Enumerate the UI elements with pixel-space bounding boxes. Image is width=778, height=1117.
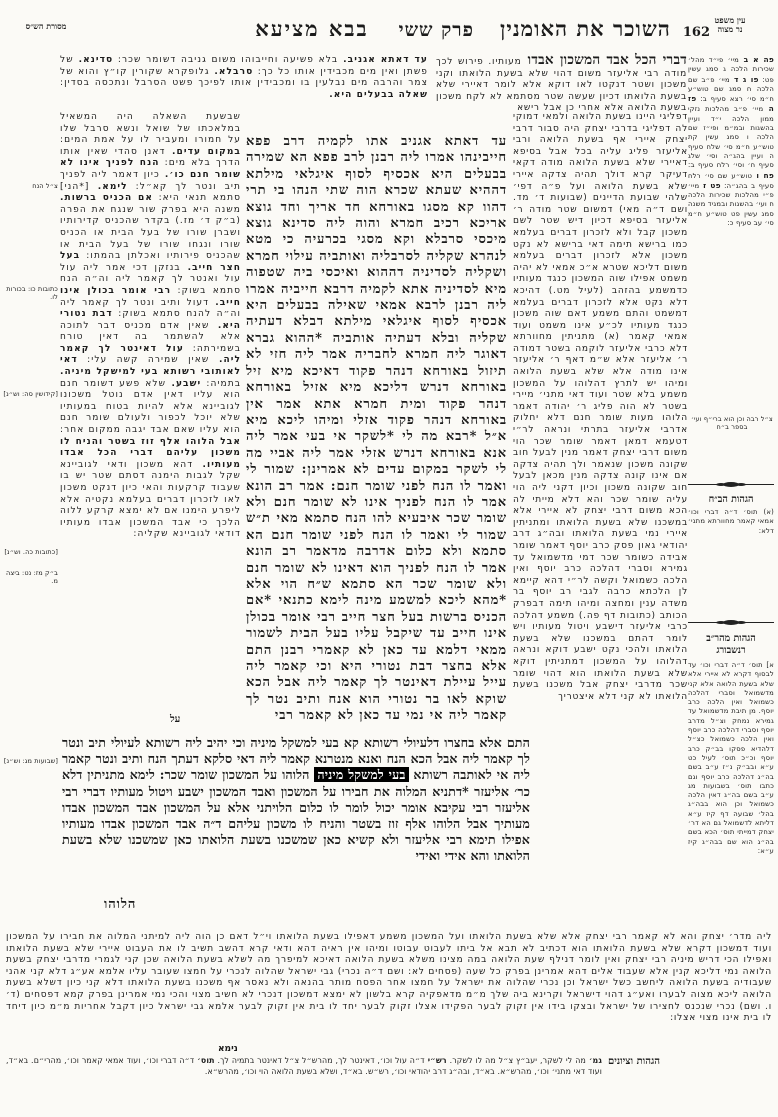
left-margin-note-1: צ״ל הנח [32, 182, 58, 190]
left-margin-note-4: [כתובות כה. וש״נ] [4, 548, 58, 556]
bach-glosses-text: (א) תוס׳ ד״ה דברי וכו׳ אמאי קאמר מחוורתא מתני׳ דלא: [688, 508, 774, 535]
tosafot-catchword: נימא [218, 1044, 238, 1054]
rensburg-glosses-text: א] תוס׳ ד״ה דברי וכו׳ עד לבסוף דקרא לא איירי אלא שלא בשעת הלואה אלא קני מדשמואל וסברי דהלכה כשמואל ואין הלכה כרב יוסף. מן תיבת מדשמואל עד גמירא נמחק וצ״ל מדרב יוסף וסברי דהלכה כרב יוסף ואין הלכה כשמואל כצ״ל דלהדיא פסקו בב״ק כרב יוסף וכ״כ תוס׳ לעיל כט ע״א ובב״ק נ״ז ע״ב בשם בה״ג דהלכה כרב יוסף וגם כתבו תוס׳ בשבועות מג ע״ב בשם בה״ג דאין הלכה כשמואל וכן הוא בבה״ג בהל׳ שבועה דף קיז ע״א דליתא לדשמואל גם הא דר׳ יצחק דמייתי תוס׳ הכא בשם בה״ג הוא שם בבה״ג קיז ע״א: [688, 661, 774, 855]
chapter-title: השוכר את האומנין [499, 16, 671, 41]
section-divider-ornament [688, 482, 774, 487]
page-number: 162 [682, 25, 710, 40]
masoret-hashas-label: מסורת הש״ס [25, 21, 67, 31]
rashi-opening-block: עד דאתא אגניב. בלא פשיעה וחייבוהו משום גניבה דשומר שכר: סדינא. של פשתן ואין מים מכבידין אותו כל כך: סרבלא. גלופקרא שקורין קו״ץ והוא של צמר והרבה מים נבלעין בו ומכבידין אותו לפיכך פשט הסרבל ונתכסה בסדין: שאלה בבעלים היא. [60, 55, 429, 100]
page-header-title [255, 16, 710, 42]
ein-mishpat-column [688, 55, 774, 228]
ein-mishpat-label-line1: עין משפט [714, 15, 746, 25]
left-margin-note-5: ב״ק מז: נט: ביצה מ. [5, 569, 58, 585]
perek-title: פרק ששי [398, 19, 474, 41]
bach-glosses-title: הגהות הב״ח [708, 494, 754, 505]
gemara-main-block: עד דאתא אגניב אתו לקמיה דרב פפא חייבינהו אמרו ליה רבנן לרב פפא הא שמירה בבעלים היא אכסיף לסוף איגלאי מילתא דההיא שעתא שכרא הוה שתי הנהו בי תרי דהוו קא מסגו באורחא חד אריך וחד גוצא אריכא רכיב חמרא והוה ליה סדינא גוצא מיכסי סרבלא וקא מסגי בכרעיה כי מטא לנהרא שקליה לסרבליה ואותביה עילוי חמרא ושקליה לסדיניה דההוא ואיכסי ביה שטפוה מיא לסדיניה אתא לקמיה דרבא חייביה אמרו ליה רבנן לרבא אמאי שאילה בבעלים היא אכסיף לסוף איגלאי מילתא דבלא דעתיה שקליה ובלא דעתיה אותביה *ההוא גברא דאוגר ליה חמרא לחבריה אמר ליה חזי לא תיזול באורחא דנהר פקוד דאיכא מיא זיל באורחא דנרש דליכא מיא אזיל באורחא דנהר פקוד ומית חמרא אתא אמר אין באורחא דנהר פקוד אזלי ומיהו ליכא מיא א״ל *רבא מה לי *לשקר אי בעי אמר ליה אנא באורחא דנרש אזלי אמר ליה אביי מה לי לשקר במקום עדים לא אמרינן: שמור לי ואמר לו הנח לפני שומר חנם: אמר רב הונא אמר לו הנח לפניך אינו לא שומר חנם ולא שומר שכר איבעיא להו הנח סתמא מאי ת״ש שמור לי ואמר לו הנח לפני שומר חנם הא סתמא ולא כלום אדרבה מדאמר רב הונא אמר לו הנח לפניך הוא דאינו לא שומר חנם ולא שומר שכר הא סתמא ש״ח הוי אלא *מהא ליכא למשמע מינה לימא כתנאי *אם הכניס ברשות בעל חצר חייב רבי אומר בכולן אינו חייב עד שיקבל עליו בעל הבית לשמור ממאי דלמא עד כאן לא קאמרי רבנן התם אלא בחצר דבת נטורי היא וכי קאמר ליה עייל עיילת דאינטר לך קאמר ליה אבל הכא שוקא לאו בר נטורי הוא אנח ותיב נטר לך קאמר ליה אי נמי עד כאן לא קאמר רבי [246, 134, 507, 724]
tosafot-column: דפליגי היינו בשעת הלואה ולמאי דמוקי לה דפליגי בדרבי יצחק היה סבור דרבי יצחק איירי אף בשעת הלואה ורבי אליעזר פליג עליה בכל אבל בסיפא דאיירי שלא בשעת הלואה מודה דקאי דעיקר קרא דולך תהיה צדקה איירי שלא בשעת הלואה ועל פ״ה דפי׳ שלהי שבועת הדיינים (שבועות ד׳ מד. ושם ד״ה מאי) דמשום שטר מודה ר׳ אליעזר בסיפא דכיון דיש שטר לשם משכון קבל ולא לזכרון דברים בעלמא כמו ברישא תימה דאי ברישא לא נקט משכון אלא לזכרון דברים בעלמא משום דליכא שטרא א״כ אמאי לא יהיה משמט אפילו שוה המשכון כנגד מעותיו כדמשמע בהזהב (לעיל מט.) דהיכא דלא נקט אלא לזכרון דברים בעלמא דמשמט והתם משמע דאם שוה משכון כנגד מעותיו לכ״ע אינו משמט ועוד אמאי קאמר (א) מתניתין מחוורתא דלא כרבי אליעזר לוקמה בשטר דמודה ר׳ אליעזר אלא ש״מ דאף ר׳ אליעזר אינו מודה אלא שלא בשעת הלואה ומיהו יש לתרץ דהלוהו על המשכון משמע בלא שטר ועוד דאי מתני׳ מיירי בשטר לא הוה פליג ר׳ יהודה דאמר הלוהו מעות שומר חנם דלא יחלוק אדרבי אליעזר בתרתי ונראה לר״י דטעמא דמאן דאמר שומר שכר הוי משום דרבי יצחק דאמר מנין לבעל חוב שקונה משכון שנאמר ולך תהיה צדקה אם אינו קונה צדקה מנין מכאן לבעל חוב שקונה משכון וכיון דקני ליה הוי עליה שומר שכר והא דלא מייתי לה הכא משום דרבי יצחק לא איירי אלא במשכנו שלא בשעת הלואתו ומתניתין איירי נמי בשעת הלואתו ובה״ג דרב יהודאי גאון פסק כרב יוסף דאמר שומר אבידה כשומר שכר דמי מדשמואל עד גמירא וסברי דהלכה כרב יוסף ואין הלכה כשמואל וקשה לר״י דהא קיימא לן הלכתא כרבה לגבי רב יוסף בר משדה ענין ומחצה ומיהו תימה דבפרק הכותב (כתובות דף פה.) משמע דהלכה כרבי אליעזר דישבע ויטול מעותיו ויש לומר דהתם במשכנו שלא בשעת הלואתו ולהכי נקט ישבע דוקא ונראה דהלוהו על המשכון דמתניתין דוקא שלא בשעת הלואתו הוא דהוי שומר שכר מדרבי יצחק אבל משכנו בשעת הלואתו לא קני דלא איצטריך [513, 112, 688, 702]
hagahot-vetziyunim-text: גמ׳ מה לי לשקר, יעב״ץ צ״ל מה לו לשקר. רש״י ד״ה עול וכו׳, דאינטר לך, מהרש״ל צ״ל דאינטר בתמיה לך. תוס׳ ד״ה דברי וכו׳, ועוד אמאי קאמר וכו׳, מהרי״ם. בא״ד, ועוד דאי מתני׳ וכו׳, מהרש״א. בא״ד, ובה״ג דרב יהודאי וכו׳, רש״ש. בא״ד, ושלא בשעת הלואה הוי וכו׳, מהרש״א. [6, 1056, 602, 1076]
left-margin-note-3: [קידושין סה: וש״נ] [3, 390, 58, 398]
rensburg-glosses-title-line2: רנשבורג [716, 645, 746, 656]
gemara-last-word: הלוהו [104, 897, 137, 912]
hagahot-vetziyunim-label: הגהות וציונים [608, 1056, 661, 1067]
margin-correction-note: צ״ל רבה וכן הוא ברי״ף ועי׳ בספר ב״ח [691, 415, 773, 431]
divider-knot-icon [723, 482, 739, 487]
gemara-wide-block: התם אלא בחצרו דלעיולי רשותא קא בעי למשקל מיניה וכי יהיב ליה רשותא לעיולי תיב ונטר לך קאמר ליה אבל הכא הנח ואנא מנטרנא קאמר ליה דאי סלקא דעתך הנח ותיב ונטר קאמר ליה אי לאותבה רשותא בעי למשקל מיניה הלוהו על המשכון שומר שכר: לימא מתניתין דלא כר׳ אליעזר *דתניא המלוה את חבירו על המשכון ואבד המשכון ישבע ויטול מעותיו דברי רבי אליעזר רבי עקיבא אומר יכול לומר לו כלום הלויתני אלא על המשכון אבד המשכון אבדו מעותיך אבל הלוהו אלף זוז בשטר והניח לו משכון עליהם ד״ה אבד המשכון אבדו מעותיו אפילו תימא רבי אליעזר ולא קשיא כאן שמשכנו בשעת הלואתו כאן שמשכנו שלא בשעת הלואתו והא אידי ואידי [62, 735, 530, 864]
masechet-title: בבא מציעא [255, 16, 369, 41]
ein-mishpat-label-line2: נר מצוה [717, 24, 743, 34]
tosafot-opening-block: דברי הכל אבד המשכון אבדו מעותיו. פירוש לכך מודה רבי אליעזר משום דהוי שלא בשעת הלואתו וקני משכון ושטר דנקטו לאו דוקא אלא לומר דאיירי שלא בשעת הלואתו דכיון שעשה שטר מסתמא לא לקח משכון בשעת הלואה אלא אחרי כן אבל רישא [436, 52, 687, 114]
rensburg-glosses-title-line1: הגהות מהר״ב [706, 633, 756, 644]
divider-knot-icon [723, 620, 739, 625]
ein-mishpat-entry: פה א ב מיי׳ פי״ד מהל׳ שכירות הלכה ג סמג עשין פט: פו ג ד מיי׳ פ״ב שם הלכה ח סמג שם טוש״ע ח״מ סי׳ רצא סעיף ב: פז ה מיי׳ פ״ב מהלכות נזקי ממון הלכה י״ד ועיין בהשגות ובמ״מ ופי״ז שם הלכה ו סמג עשין קת טוש״ע ח״מ סי׳ שלח סעיף ה ועיין בהג״ה וסי׳ שלג סעיף ח׳ וסי׳ רלח סעיף ב: פח ו טוש״ע שם סי׳ רלח סעיף ב בהג״ה: פט ז מיי׳ פ״י מהלכות שכירות הלכה ח ועי׳ בהשגות ובמגיד משנה סמג עשין פט טוש״ע ח״מ סי׳ עב סעיף כ: [688, 55, 774, 228]
rashi-catchword: על [170, 714, 181, 725]
tosafot-bottom-block: ליה מדר׳ יצחק והא לא קאמר רבי יצחק אלא שלא בשעת הלואתו ועל המשכון משמע דאפילו בשעת הלואתו וי״ל דאם כן הוה ליה למיתני המלוה את חבירו על המשכון ועוד דמשכון דקרא שלא בשעת הלואתו הוא דכתיב לא תבא אל ביתו לעבוט עבוטו ומיהו אין ראיה דהא ודאי קרא דהשב תשיב לו את העבוט איירי שלא בשעת הלואתו ואפילו הכי דריש מיניה רבי יצחק ואין לומר דנילף שעת הלואה במה מצינו משלא בשעת הלואה דאיכא למיפרך מה לשלא בשעת הלואה שכן קני לגמרי מדרבי יצחק בשעת הלואה נמי דליכא קנין אלא שעבוד אלים דהא אמרינן בפרק כל שעה (פסחים לא: ושם ד״ה נכרי) גבי ישראל שהלוה לנכרי על חמצו שעובר עליו אלמא אע״ג דלא קני אהני שעבודיה בשעת הלואה ליחשב כשל ישראל וכן נכרי שהלוה את ישראל על חמצו אחר הפסח מותר בהנאה ולא נאסר אף משכנו בשעת הלואתו דלא קני כיון דשלא בשעת הלואה ליכא מצוה לבערו ואע״ג דהוי דישראל וקרינא ביה שלך מ״מ מדאפקיה קרא בלשון לא ימצא דמשכון דנכרי לא חשיב מצוי והכי נמי אמרינן בפרק קמא דפסחים (ד׳ ו. ושם) נכרי שנכנס לחצירו של ישראל ובצקו בידו אין זקוק לבער הפקידו אצלו זקוק לבער יחד לו בית אין זקוק לבער אלמא גבי ישראל כיון דקבל אחריות מ״מ כיון דיחד לו בית אינו מצוי אצלו: [6, 932, 772, 1024]
left-margin-note-6: [שבועות מג: וש״נ] [3, 757, 58, 765]
rashi-column: שבשעת השאלה היה המשאיל במלאכתו של שואל ונשא סרבל שלו על חמורו ומעביר לו על אמת המים: במקום עדים. דאנן סהדי שאין אותו הדרך בלא מים: הנח לפניך אינו לא שומר חנם כו׳. כיון דאמר ליה לפניך תיב ונטר לך קא״ל: לימא. [*הני] סתמא תנאי היא: אם הכניס ברשות. משנה היא בפרק שור שנגח את הפרה (ב״ק ד׳ מז.) בקדר שהכניס קדירותיו ושברן שורו של בעל הבית או הכניס שורו ונגחו שורו של בעל הבית או שהכניס פירותיו ואכלתן בהמתו: בעל חצר חייב. בנזקן דכי אמר ליה עול עול ואנטר לך קאמר ליה וה״ה הנח סתמא בשוק: רבי אומר בכולן אינו חייב. דעול ותיב ונטר לך קאמר ליה וה״ה להנח סתמא בשוק: דבת נטורי היא. שאין אדם מכניס דבר לתוכה אלא להשתמר בה דאין טורח בשמירתה: עול דאינטר לך קאמר ליה. שאין שמירה קשה עלי: דאי לאותובי רשותא בעי למישקל מיניה. בתמיה: ישבע. שלא פשע דשומר חנם הוא עליו דאין אדם נוטל משכונו לגוביינא אלא להיות בטוח במעותיו שלא יוכל לכפור ולעולם שומר חנם הוא עליו שאם אבד יגבה ממקום אחר: אבל הלוהו אלף זוז בשטר והניח לו משכון עליהם דברי הכל אבדו מעותיו. דהא משכון ודאי לגוביינא שקל לגבות הימנה דסתם שטר יש בו שעבוד קרקעות והאי כיון דנקט משכון לאו לזכרון דברים בעלמא נקטיה אלא ליפרע הימנו אם לא ימצא קרקע ללוה הלכך כי אבד המשכון אבדו מעותיו דודאי לגוביינא שקליה: [60, 112, 241, 540]
section-divider-ornament-2 [688, 620, 774, 625]
left-margin-note-2: כתובות כו: בכורות לו. [6, 285, 58, 301]
